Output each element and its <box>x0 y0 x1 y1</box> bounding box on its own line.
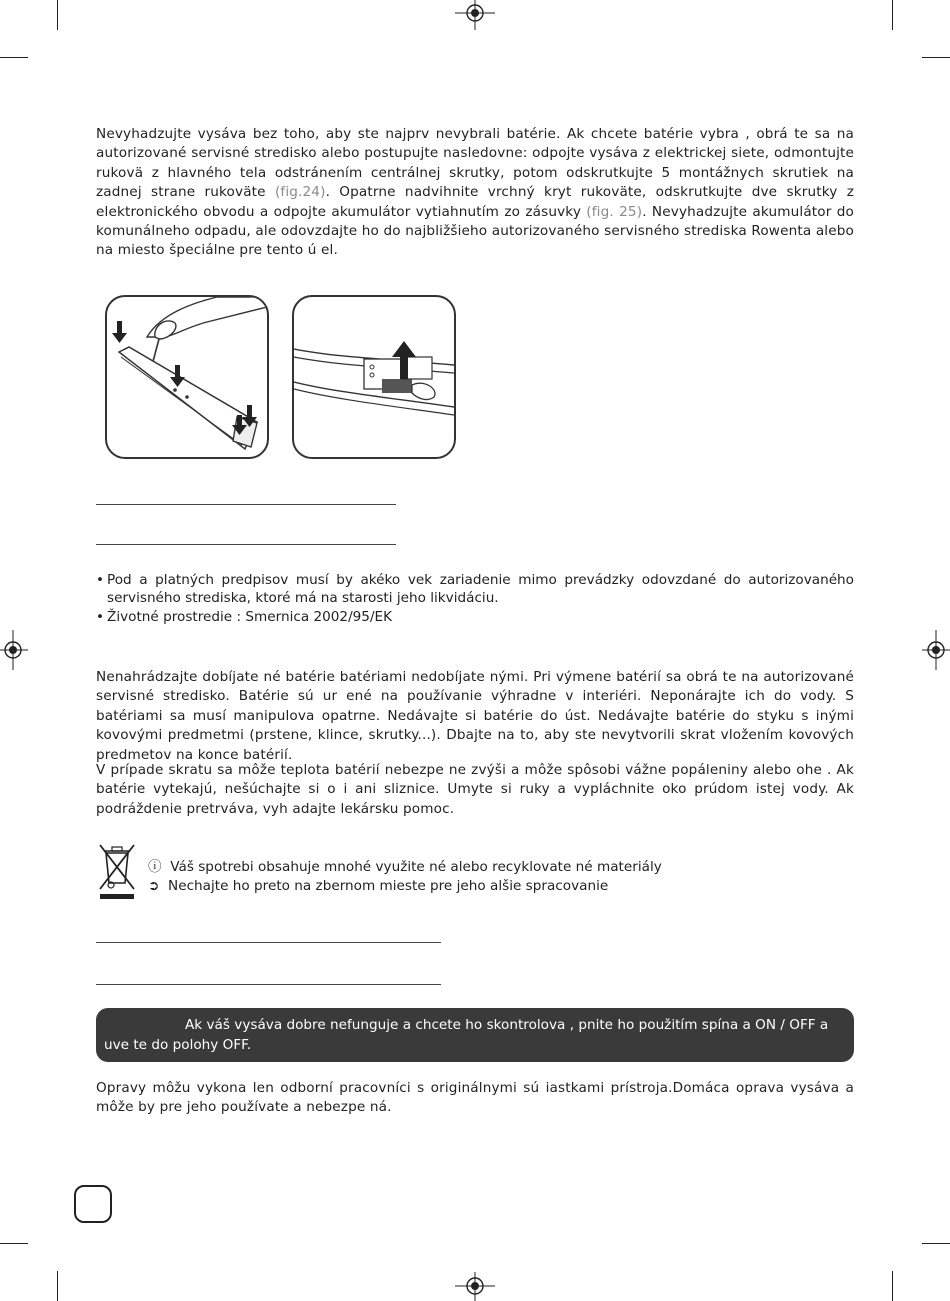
repair-paragraph: Opravy môžu vykona len odborní pracovníci s originálnymi sú iastkami prístroja.Domáca oprava vysáva a môže by pre jeho používate a nebezpe ná. <box>96 1080 854 1116</box>
crop-mark <box>922 1243 950 1244</box>
recycling-info-line <box>148 858 662 876</box>
troubleshooting-note <box>96 1008 854 1062</box>
crop-mark <box>57 1271 58 1301</box>
recycling-text: Nechajte ho preto na zbernom mieste pre jeho alšie spracovanie <box>168 878 609 894</box>
registration-mark-icon <box>455 1272 495 1301</box>
handle-screws-illustration-icon <box>107 297 267 457</box>
arrow-icon: ➲ <box>148 878 160 894</box>
figure-handle-screws <box>105 295 269 459</box>
section-divider <box>96 942 441 943</box>
page-number-box <box>74 1185 112 1223</box>
battery-removal-paragraph <box>96 125 854 261</box>
directive-text: Životné prostredie : Smernica 2002/95/EK <box>107 608 393 625</box>
battery-connector-illustration-icon <box>294 297 454 457</box>
intro-text: Nevyhadzujte vysáva bez toho, aby ste najprv nevybrali batérie. Ak chcete batérie vybra , obrá te sa na autorizované servisné stredisko alebo postupujte nasledovne: odpojte vysáva z elektrickej siete, odmontujte rukovä z hlavného tela odstránením centrálnej skrutky, potom odskrutkujte 5 montážnych skrutiek na zadnej strane rukoväte <box>96 126 854 201</box>
crossed-bin-icon <box>98 843 136 901</box>
info-icon: ⓘ <box>148 859 162 875</box>
figure-reference: (fig. 25) <box>586 203 643 220</box>
regulation-text: Pod a platných predpisov musí by akéko vek zariadenie mimo prevádzky odovzdané do autorizovaného servisného strediska, ktoré má na starosti jeho likvidáciu. <box>107 572 854 607</box>
battery-safety-paragraph: Nenahrádzajte dobíjate né batérie batériami nedobíjate nými. Pri výmene batérií sa obrá te na autorizované servisné stredisko. Batérie sú ur ené na používanie výhradne v interiéri. Neponárajte ich do vody. S batériami sa musí manipulova opatrne. Nedávajte si batérie do úst. Nedávajte batérie do styku s inými kovovými predmetmi (prstene, klince, skrutky...). Dbajte na to, aby ste nevytvorili skrat vložením kovových predmetov na konce batérií. <box>96 669 854 763</box>
registration-mark-icon <box>455 0 495 30</box>
section-divider <box>96 504 396 505</box>
crop-mark <box>0 57 28 58</box>
crop-mark <box>892 1271 893 1301</box>
section-divider <box>96 544 396 545</box>
list-item <box>96 571 854 608</box>
crop-mark <box>922 57 950 58</box>
registration-mark-icon <box>922 630 950 670</box>
note-text: Ak váš vysáva dobre nefunguje a chcete ho skontrolova , pnite ho použitím spína a ON / OFF a uve te do polohy OFF. <box>104 1017 829 1053</box>
section-divider <box>96 984 441 985</box>
intro-text: . Nevyhadzujte akumulátor do komunálneho odpadu, ale odovzdajte ho do najbližšieho autorizovaného servisného strediska Rowenta alebo na miesto špeciálne pre tento ú el. <box>96 203 854 259</box>
regulations-list <box>96 571 854 626</box>
crop-mark <box>892 0 893 30</box>
bullet-icon: • <box>96 572 105 588</box>
intro-text: . Opatrne nadvihnite vrchný kryt rukoväte, odskrutkujte dve skrutky z elektronického obvodu a odpojte akumulátor vytiahnutím zo zásuvky <box>96 184 854 220</box>
crop-mark <box>57 0 58 30</box>
short-circuit-paragraph: V prípade skratu sa môže teplota batérií nebezpe ne zvýši a môže spôsobi vážne popáleniny alebo ohe . Ak batérie vytekajú, nešúchajte si o i ani sliznice. Umyte si ruky a vypláchnite oko prúdom istej vody. Ak podráždenie pretrváva, vyh adajte lekársku pomoc. <box>96 762 854 817</box>
bullet-icon: • <box>96 608 105 625</box>
crop-mark <box>0 1243 28 1244</box>
list-item <box>96 608 854 626</box>
recycling-text: Váš spotrebi obsahuje mnohé využite né alebo recyklovate né materiály <box>170 859 662 875</box>
figure-battery-connector <box>292 295 456 459</box>
recycling-info-line <box>148 877 608 895</box>
registration-mark-icon <box>0 630 28 670</box>
figure-reference: (fig.24) <box>274 184 326 201</box>
